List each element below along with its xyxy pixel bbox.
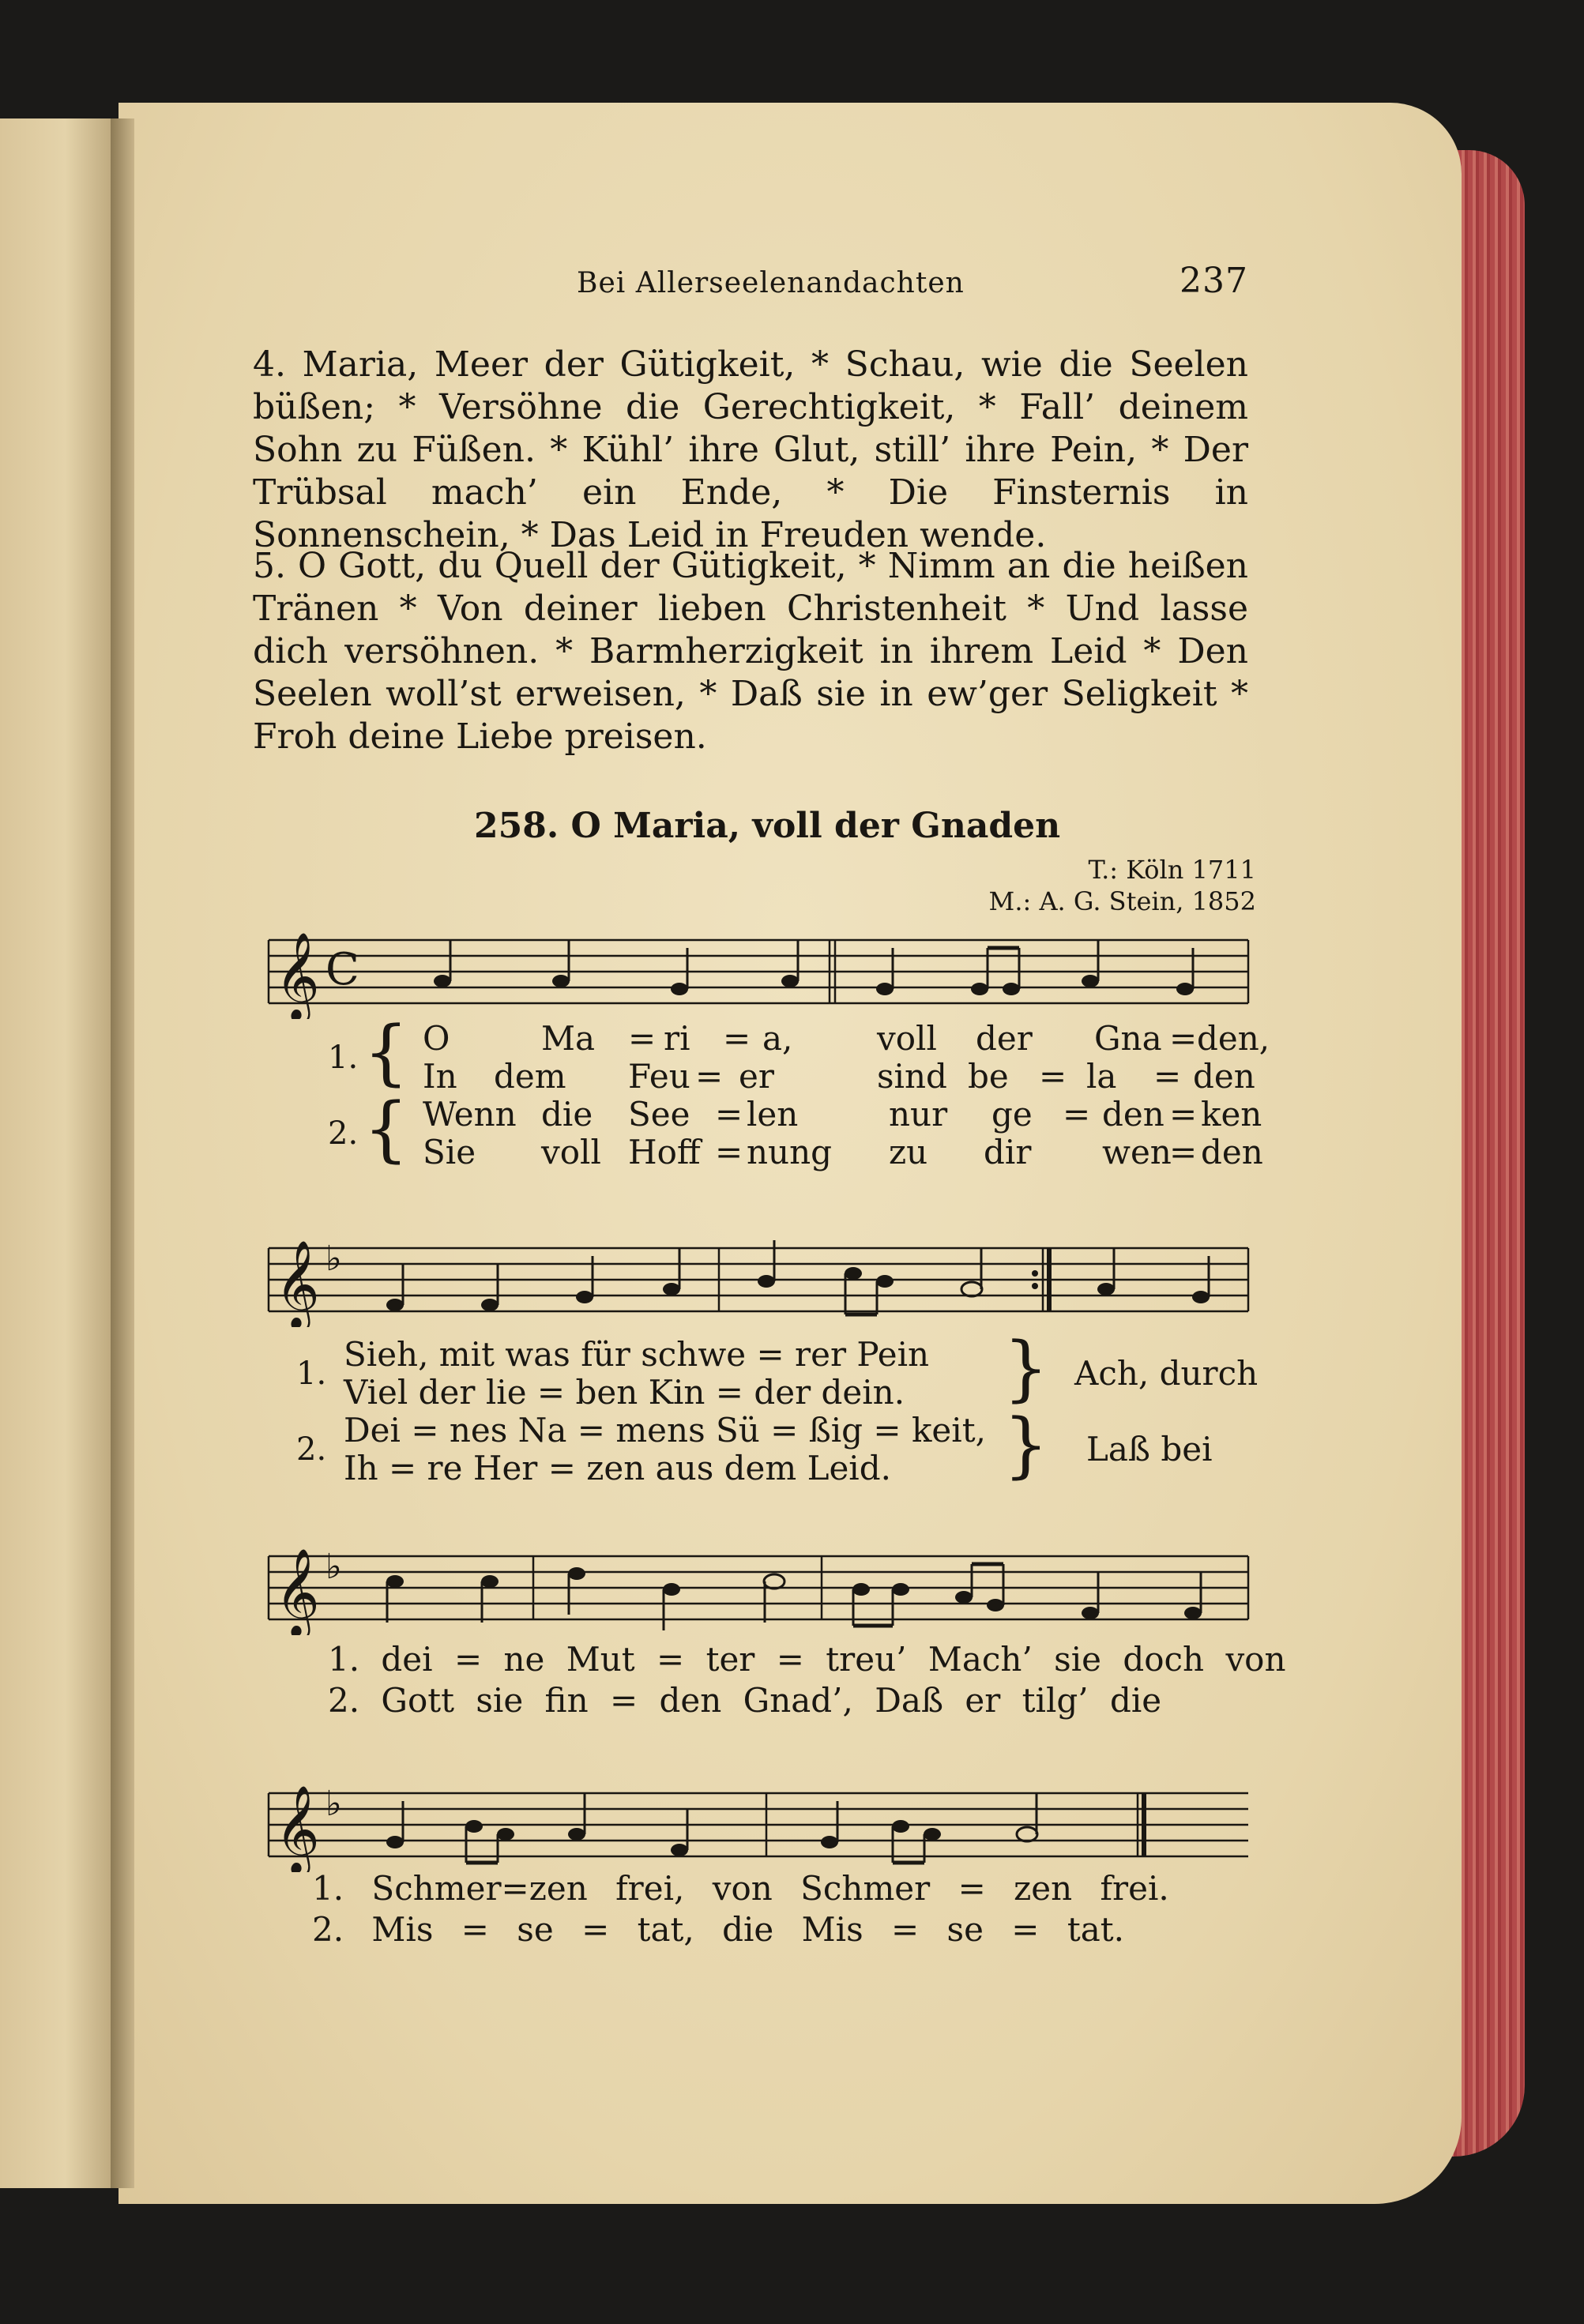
side-text-1: Ach, durch <box>1074 1354 1259 1393</box>
left-page-edge <box>0 118 119 2188</box>
verse-4: 4. Maria, Meer der Gütigkeit, * Schau, wie die Seelen büßen; * Versöhne die Gerechtigkeit, * Fall’ deinem Sohn zu Füßen. * Kühl’ ihre Glut, still’ ihre Pein, * Der Trübsal mach’ ein Ende, * Die Finsternis in Sonnenschein, * Das Leid in Freuden wende. <box>253 344 1248 555</box>
book-gutter <box>111 118 134 2188</box>
music-staff-4 <box>253 1777 1256 1872</box>
side-text-2: Laß bei <box>1086 1430 1213 1468</box>
verse-number-1: 1. <box>328 1040 359 1076</box>
lyrics-system-2 <box>253 1327 1272 1493</box>
verse-5: 5. O Gott, du Quell der Gütigkeit, * Nimm an die heißen Tränen * Von deiner lieben Christenheit * Und lasse dich versöhnen. * Barmherzigkeit in ihrem Leid * Den Seelen woll’st erweisen, * Daß sie in ew’ger Seligkeit * Froh deine Liebe preisen. <box>253 546 1248 757</box>
verse-number-2: 2. <box>328 1115 359 1152</box>
text-credit: T.: Köln 1711 <box>1088 855 1256 885</box>
brace: { <box>363 1088 409 1171</box>
svg-text:𝄞: 𝄞 <box>275 1547 320 1635</box>
svg-text:♭: ♭ <box>325 1784 342 1824</box>
svg-text:𝄞: 𝄞 <box>275 931 320 1019</box>
lyrics-system-1: 1. { 2. { O Ma = ri = a, voll der Gna = den, In dem Feu = er sind be = la = den Wenn die See = len nur ge = den = ken Sie voll Hoff = nung zu dir wen = den <box>328 1011 1270 1171</box>
page-number: 237 <box>1180 261 1248 301</box>
svg-text:♭: ♭ <box>325 1547 342 1587</box>
music-staff-1 <box>253 924 1256 1019</box>
svg-text:C: C <box>325 944 359 995</box>
hymn-title: 258. O Maria, voll der Gnaden <box>474 806 1061 846</box>
verse-number-2: 2. <box>296 1431 327 1468</box>
running-title: Bei Allerseelenandachten <box>577 267 965 299</box>
svg-text:𝄞: 𝄞 <box>275 1784 320 1872</box>
lyric-line: Viel der lie = ben Kin = der dein. <box>344 1373 905 1412</box>
running-header <box>553 261 1264 314</box>
lyrics-system-4 <box>253 1869 1272 1956</box>
lyric-line: 2. Gott sie fin = den Gnad’, Daß er tilg’ die <box>328 1681 1162 1720</box>
lyric-line: 1. dei = ne Mut = ter = treu’ Mach’ sie doch von <box>328 1640 1286 1679</box>
brace: { <box>363 1011 409 1094</box>
music-staff-3 <box>253 1540 1256 1635</box>
brace: } <box>1003 1404 1049 1487</box>
lyric-line: 2. Mis = se = tat, die Mis = se = tat. <box>312 1910 1124 1949</box>
lyrics-system-3 <box>253 1640 1286 1727</box>
melody-credit: M.: A. G. Stein, 1852 <box>988 886 1256 916</box>
brace: } <box>1003 1327 1049 1410</box>
music-staff-2 <box>253 1232 1256 1327</box>
svg-text:𝄞: 𝄞 <box>275 1239 320 1327</box>
svg-text:♭: ♭ <box>325 1239 342 1279</box>
lyric-line: Dei = nes Na = mens Sü = ßig = keit, <box>344 1411 986 1450</box>
verse-number-1: 1. <box>296 1356 327 1392</box>
lyric-line: Ih = re Her = zen aus dem Leid. <box>344 1449 891 1487</box>
lyric-line: Sieh, mit was für schwe = rer Pein <box>344 1335 930 1374</box>
lyric-line: 1. Schmer=zen frei, von Schmer = zen frei. <box>312 1869 1169 1908</box>
